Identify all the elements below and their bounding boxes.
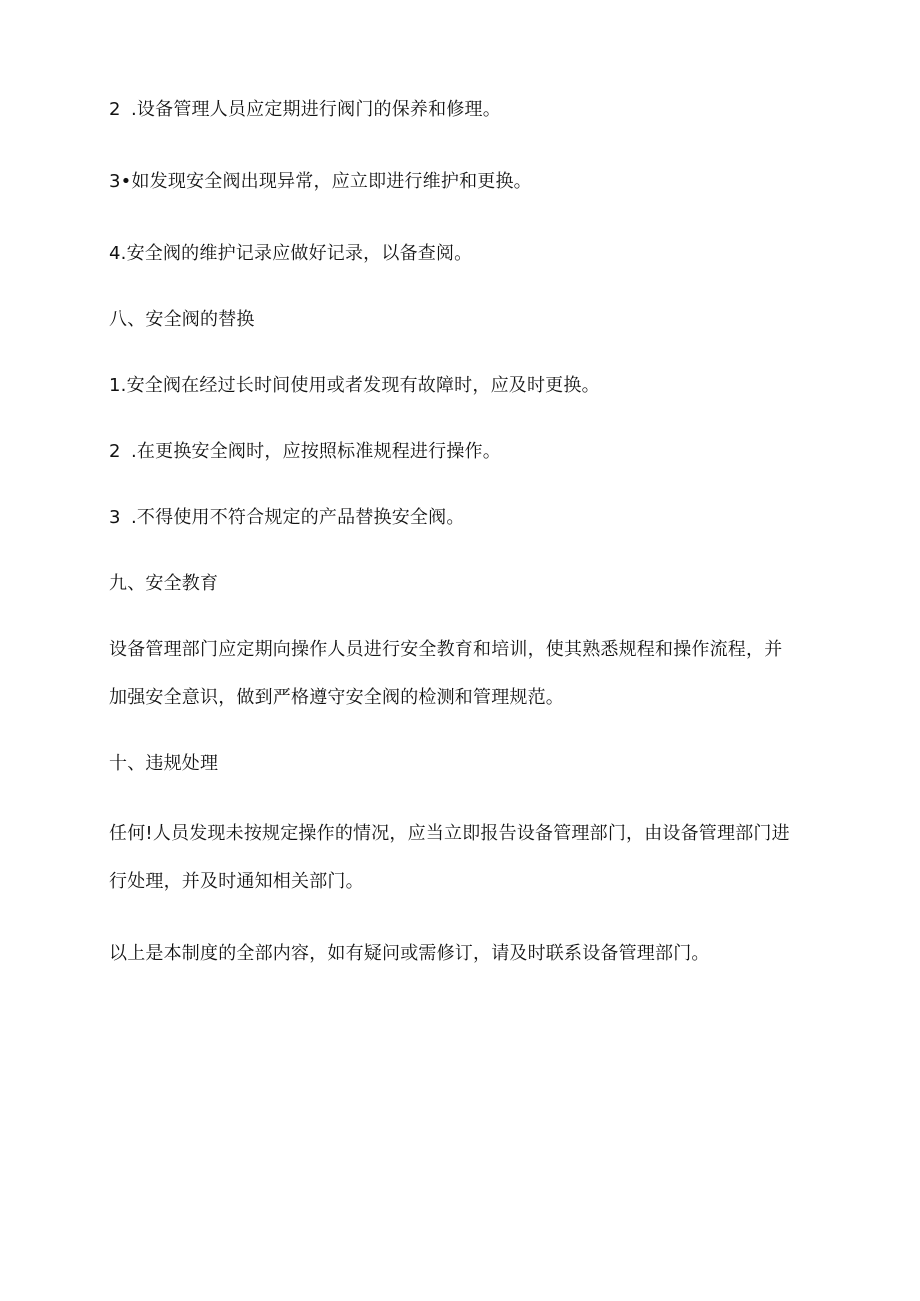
section-10-heading: 十、违规处理 [109, 753, 219, 774]
education-paragraph-line-1: 设备管理部门应定期向操作人员进行安全教育和培训，使其熟悉规程和操作流程，并 [109, 639, 783, 660]
section-8-heading: 八、安全阀的替换 [109, 309, 255, 330]
item-text: .不得使用不符合规定的产品替换安全阀。 [131, 507, 465, 528]
item-text: .设备管理人员应定期进行阀门的保养和修理。 [131, 99, 501, 120]
maintenance-item-4: 4.安全阀的维护记录应做好记录，以备查阅。 [109, 243, 473, 264]
violation-paragraph-line-2: 行处理，并及时通知相关部门。 [109, 871, 364, 892]
item-number: 3 [109, 507, 121, 528]
education-paragraph-line-2: 加强安全意识，做到严格遵守安全阀的检测和管理规范。 [109, 687, 564, 708]
replacement-item-3 [109, 506, 465, 530]
maintenance-item-3: 3•如发现安全阀出现异常，应立即进行维护和更换。 [109, 171, 532, 192]
violation-paragraph-line-1: 任何!人员发现未按规定操作的情况，应当立即报告设备管理部门，由设备管理部门进 [109, 823, 790, 844]
item-number: 2 [109, 441, 121, 462]
closing-statement: 以上是本制度的全部内容，如有疑问或需修订，请及时联系设备管理部门。 [109, 943, 710, 964]
section-9-heading: 九、安全教育 [109, 573, 219, 594]
item-number: 2 [109, 99, 121, 120]
item-text: .在更换安全阀时，应按照标准规程进行操作。 [131, 441, 501, 462]
replacement-item-1: 1.安全阀在经过长时间使用或者发现有故障时，应及时更换。 [109, 375, 600, 396]
replacement-item-2 [109, 440, 501, 464]
maintenance-item-2 [109, 98, 501, 122]
